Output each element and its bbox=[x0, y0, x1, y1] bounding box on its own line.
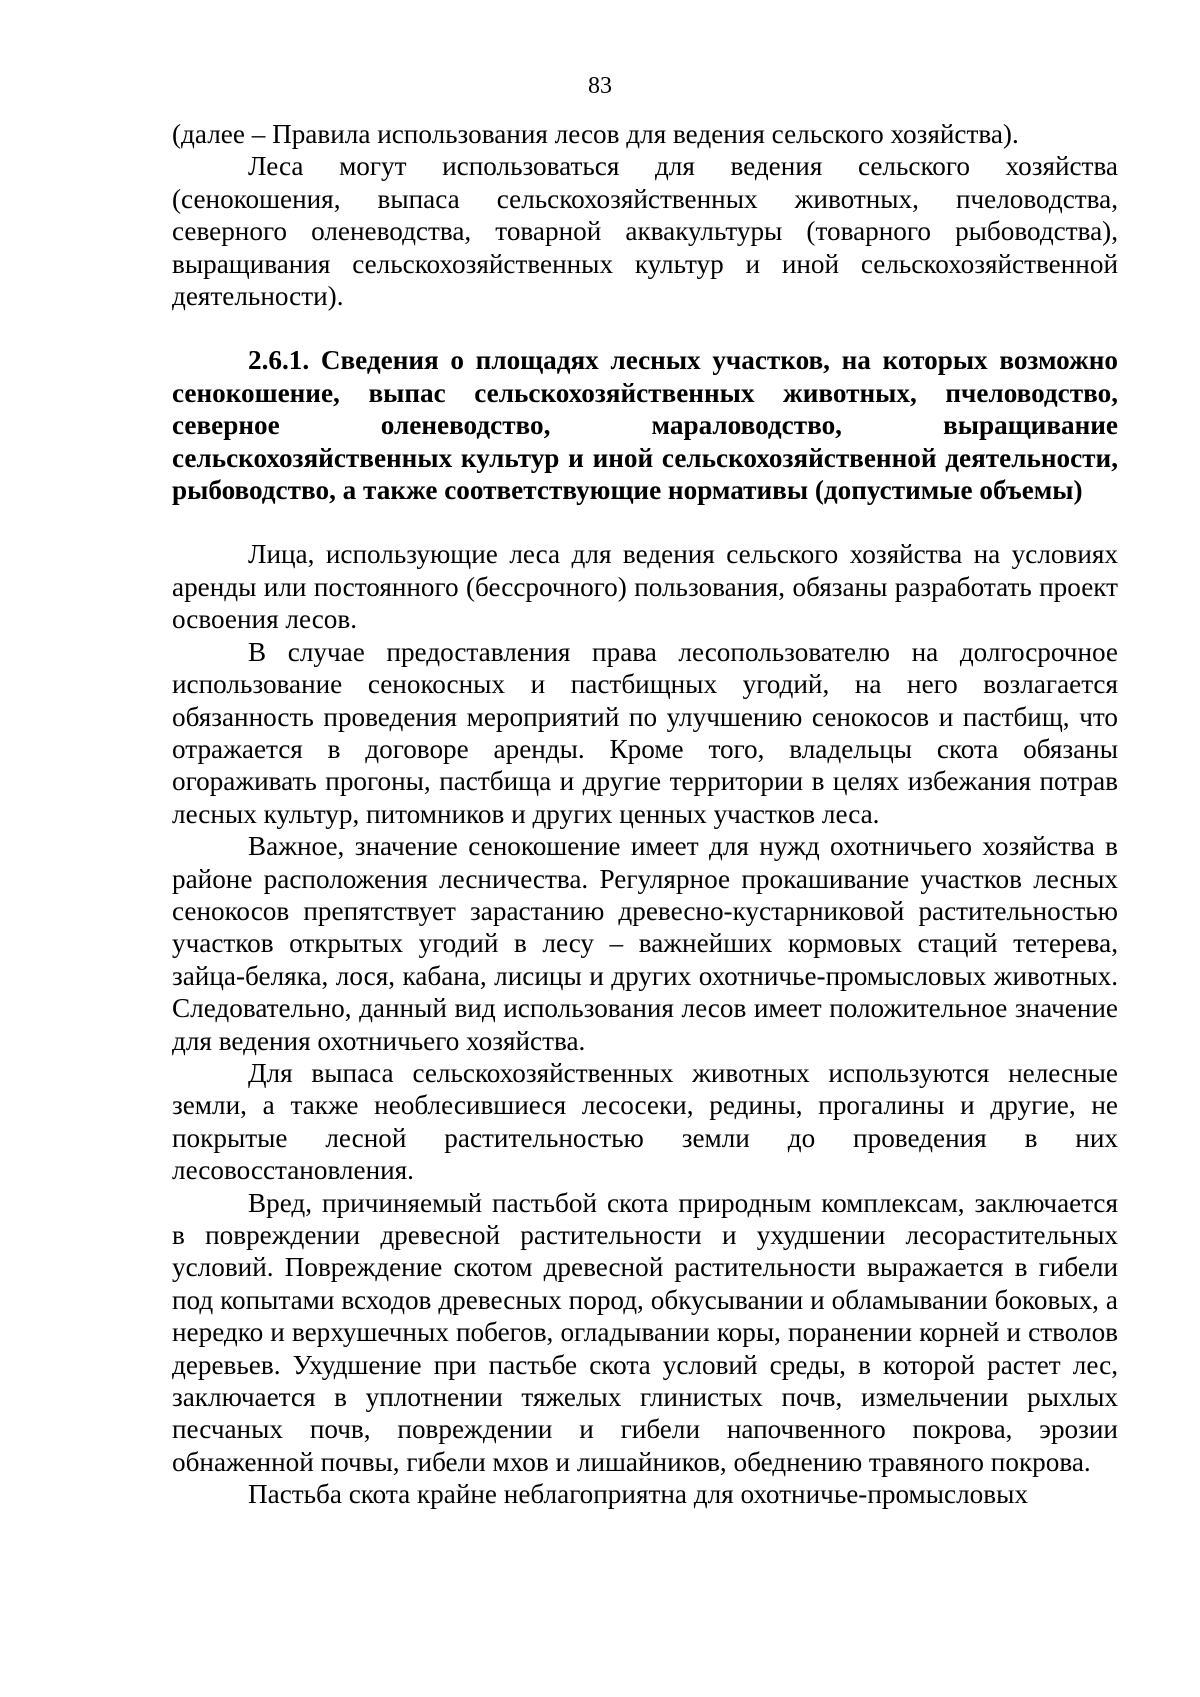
paragraph-continuation: (далее – Правила использования лесов для ведения сельского хозяйства). bbox=[172, 119, 1019, 149]
paragraph-long-term-use: В случае предоставления права лесопользователю на долгосрочное использование сенокосных и пастбищных угодий, на него возлагается обязанность проведения мероприятий по улучшению сенокосов и пастбищ, что отражается в договоре аренды. Кроме того, владельцы скота обязаны огораживать прогоны, пастбища и другие территории в целях избежания потрав лесных культур, питомников и других ценных участков леса. bbox=[172, 636, 1118, 829]
paragraph-forest-use-intro: Леса могут использоваться для ведения сельского хозяйства (сенокошения, выпаса сельскохозяйственных животных, пчеловодства, северного оленеводства, товарной аквакультуры (товарного рыбоводства), выращивания сельскохозяйственных культур и иной сельскохозяйственной деятельности). bbox=[172, 151, 1118, 312]
paragraph-haymaking-importance: Важное, значение сенокошение имеет для нужд охотничьего хозяйства в районе расположения лесничества. Регулярное прокашивание участков лесных сенокосов препятствует зарастанию древесно-кустарниковой растительностью участков открытых угодий в лесу – важнейших кормовых стаций тетерева, зайца-беляка, лося, кабана, лисицы и других охотничье-промысловых животных. Следовательно, данный вид использования лесов имеет положительное значение для ведения охотничьего хозяйства. bbox=[172, 831, 1118, 1056]
paragraph-grazing-harm: Вред, причиняемый пастьбой скота природным комплексам, заключается в повреждении древесной растительности и ухудшении лесорастительных условий. Повреждение скотом древесной растительности выражается в гибели под копытами всходов древесных пород, обкусывании и обламывании боковых, а нередко и верхушечных побегов, огладывании коры, поранении корней и стволов деревьев. Ухудшение при пастьбе скота условий среды, в которой растет лес, заключается в уплотнении тяжелых глинистых почв, измельчении рыхлых песчаных почв, повреждении и гибели напочвенного покрова, эрозии обнаженной почвы, гибели мхов и лишайников, обеднению травяного покрова. bbox=[172, 1187, 1118, 1477]
paragraph-grazing-lands: Для выпаса сельскохозяйственных животных используются нелесные земли, а также необлесившиеся лесосеки, редины, прогалины и другие, не покрытые лесной растительностью земли до проведения в них лесовосстановления. bbox=[172, 1057, 1118, 1186]
paragraph-grazing-hunting: Пастьба скота крайне неблагоприятна для охотничье-промысловых bbox=[248, 1479, 1028, 1510]
paragraph-forest-users: Лица, использующие леса для ведения сельского хозяйства на условиях аренды или постоянного (бессрочного) пользования, обязаны разработать проект освоения лесов. bbox=[172, 539, 1118, 635]
page-number: 83 bbox=[588, 73, 612, 99]
section-heading: 2.6.1. Сведения о площадях лесных участков, на которых возможно сенокошение, выпас сельскохозяйственных животных, пчеловодство, северное оленеводство, мараловодство, выращивание сельскохозяйственных культур и иной сельскохозяйственной деятельности, рыбоводство, а также соответствующие нормативы (допустимые объемы) bbox=[172, 345, 1118, 506]
page-content bbox=[172, 118, 1118, 1511]
